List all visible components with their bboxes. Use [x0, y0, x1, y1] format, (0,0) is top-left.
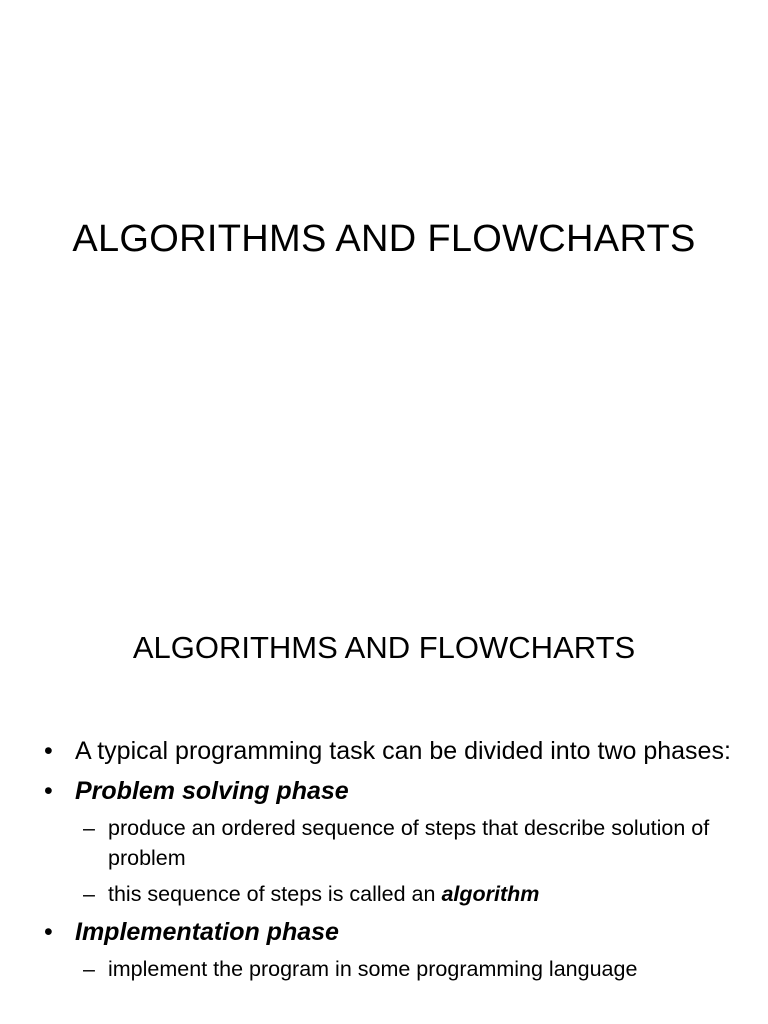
- bullet-marker: •: [44, 918, 53, 946]
- sub-bullet-text: produce an ordered sequence of steps that describe solution of problem: [108, 816, 710, 870]
- sub-bullet-item: [83, 954, 744, 984]
- sub-bullet-emphasis: algorithm: [441, 882, 540, 906]
- sub-bullet-item: [83, 879, 744, 909]
- bullet-item: [44, 915, 744, 984]
- dash-marker: –: [83, 882, 95, 906]
- sub-bullet-text: implement the program in some programming language: [108, 957, 638, 981]
- bullet-text: Implementation phase: [75, 918, 339, 946]
- dash-marker: –: [83, 957, 95, 981]
- slide2-title: ALGORITHMS AND FLOWCHARTS: [132, 630, 636, 665]
- bullet-marker: •: [44, 777, 53, 805]
- sub-bullet-list: [83, 954, 744, 984]
- sub-bullet-text: this sequence of steps is called an: [108, 882, 442, 906]
- bullet-item: [44, 734, 744, 769]
- bullet-text: A typical programming task can be divided into two phases:: [75, 737, 731, 765]
- slide2-bullet-list: [44, 734, 744, 990]
- sub-bullet-list: [83, 813, 744, 909]
- bullet-text: Problem solving phase: [75, 777, 349, 805]
- sub-bullet-item: [83, 813, 744, 873]
- dash-marker: –: [83, 816, 95, 840]
- bullet-marker: •: [44, 737, 53, 765]
- bullet-item: [44, 774, 744, 909]
- slide1-title: ALGORITHMS AND FLOWCHARTS: [72, 218, 696, 260]
